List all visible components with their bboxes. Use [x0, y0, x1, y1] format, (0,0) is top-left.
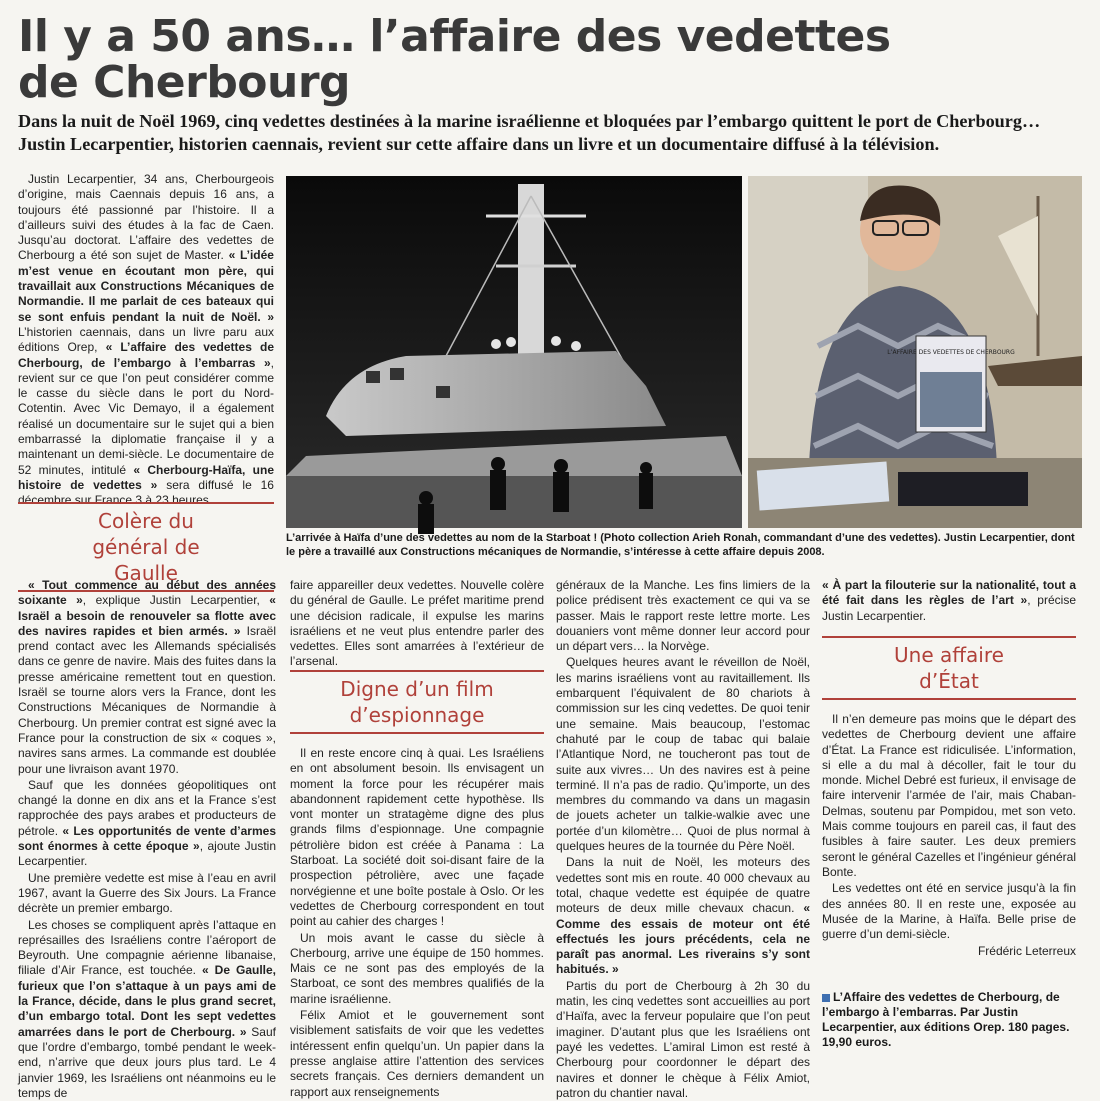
col2-paragraph-4: Félix Amiot et le gouvernement sont visiblement satisfaits de voir que les vedettes intéressent enfin quelqu’un. Un papier dans la presse anglaise attire l’attention des services secrets français. Ces derniers demandent un rapport aux renseignements	[290, 1008, 544, 1099]
col3-paragraph-3: Dans la nuit de Noël, les moteurs des vedettes sont mis en route. 40 000 chevaux au total, chaque vedette est équipée de quatre moteurs de deux mille chevaux chacun. « Comme des essais de moteur ont été effectués les jours précédents, cela ne paraît pas anormal. Les riverains s’y sont habitués. »	[556, 855, 810, 977]
article-lead: Dans la nuit de Noël 1969, cinq vedettes destinées à la marine israélienne et bloquées par l’embargo quittent le port de Cherbourg… Justin Lecarpentier, historien caennais, revient sur cette affaire dans un livre et un documentaire diffusé à la télévision.	[18, 111, 1041, 154]
photo-justin-lecarpentier	[748, 176, 1082, 528]
photo-boat-arrival	[286, 176, 742, 528]
intro-column	[18, 172, 274, 508]
title-line-1: Il y a 50 ans… l’affaire des vedettes	[18, 11, 891, 62]
col3-paragraph-4: Partis du port de Cherbourg à 2h 30 du matin, les cinq vedettes sont accueillies au port d’Haïfa, avec la ferveur populaire que l’on peut imaginer. D’autant plus que les Israéliens ont payé les vedettes. L’amiral Limon est resté à Cherbourg pour coordonner le départ des navires et donner le chèque à Félix Amiot, patron du chantier naval.	[556, 978, 810, 1100]
col3-paragraph-1: généraux de la Manche. Les fins limiers de la police prédisent très exactement ce qui va se passer. Mais le rapport reste lettre morte. Les douaniers vont même donner leur accord pour un départ vers… la Norvège.	[556, 578, 810, 654]
col2-paragraph-3: Un mois avant le casse du siècle à Cherbourg, arrive une équipe de 150 hommes. Mais ce ne sont pas des employés de la Starboat, ce sont des membres qualifiés de la marine israélienne.	[290, 930, 544, 1006]
column-4-top	[822, 578, 1076, 630]
col4-paragraph-1: « À part la filouterie sur la nationalité, tout a été fait dans les règles de l’art », précise Justin Lecarpentier.	[822, 578, 1076, 623]
subhead-3-text: Une affaire d’État	[894, 643, 1004, 693]
col1-paragraph-3: Une première vedette est mise à l’eau en avril 1967, avant la Guerre des Six Jours. La France décrète un premier embargo.	[18, 870, 276, 916]
subhead-digne-film-espionnage	[290, 670, 544, 734]
intro-paragraph: Justin Lecarpentier, 34 ans, Cherbourgeois d’origine, mais Caennais depuis 16 ans, a toujours été passionné par l’histoire. Il a d’ailleurs suivi des études à la fac de Caen. Jusqu’au doctorat. L’affaire des vedettes de Cherbourg a été son sujet de Master. « L’idée m’est venue en écoutant mon père, qui travaillait aux Constructions Mécaniques de Normandie. Il me parlait de ces bateaux qui se sont enfuis pendant la nuit de Noël. » L’historien caennais, dans un livre paru aux éditions Orep, « L’affaire des vedettes de Cherbourg, de l’embargo à l’embarras », revient sur ce que l’on peut considérer comme le casse du siècle dans le port du Nord-Cotentin. Avec Vic Demayo, il a également réalisé un documentaire sur le sujet qui a bien embarrassé la diplomatie française il y a maintenant un demi-siècle. Le documentaire de 52 minutes, intitulé « Cherbourg-Haïfa, une histoire de vedettes » sera diffusé le 16 décembre sur France 3 à 23 heures.	[18, 172, 274, 508]
col1-paragraph-1: « Tout commence au début des années soixante », explique Justin Lecarpentier, « Israël a besoin de renouveler sa flotte avec des navires rapides et bien armés. » Israël prend contact avec les Allemands spécialisés dans ce genre de navire. Mais des fuites dans la presse américaine remettent tout en question. Israël se tourne alors vers la France, dont les Constructions Mécaniques de Normandie à Cherbourg. Un premier contrat est signé avec la France pour la construction de six « coques », navires sans armes. La commande est doublée pour une livraison avant 1970.	[18, 578, 276, 776]
col4-paragraph-2: Il n’en demeure pas moins que le départ des vedettes de Cherbourg devient une affaire d’État. La France est ridiculisée. L’information, si elle a du mal à décoller, fait le tour du monde. Michel Debré est furieux, il envisage de faire intervenir l’armée de l’air, mais Chaban-Delmas, soutenu par Pompidou, met son veto. Mais comme toujours en pareil cas, il faut des fusibles à faire sauter. Les deux premiers seront le général Cazelles et l’ingénieur général Bonte.	[822, 712, 1076, 879]
col4-paragraph-3: Les vedettes ont été en service jusqu’à la fin des années 80. Il en reste une, exposée au Musée de la Marine, à Haïfa. Belle prise de guerre d’un demi-siècle.	[822, 881, 1076, 942]
portrait-illustration	[748, 176, 1082, 528]
column-3	[556, 578, 810, 1100]
column-1	[18, 578, 276, 1100]
column-4-bottom	[822, 712, 1076, 942]
col3-paragraph-2: Quelques heures avant le réveillon de Noël, les marins israéliens vont au ravitaillement. Ils embarquent l’équivalent de 80 chariots à commission sur les cinq vedettes. De quoi tenir une semaine. Mais beaucoup, l’estomac chahuté par le coup de tabac qui balaie l’Atlantique Nord, ne toucheront pas tout de suite aux vivres… Un des navires est à peine terminé. Il n’a pas de radio. Qu’importe, un des membres du commando va dans un magasin de jouets acheter un talkie-walkie avec une portée d’un kilomètre… Quoi de plus normal à quelques heures de la tournée du Père Noël.	[556, 655, 810, 854]
boat-photo-illustration	[286, 176, 742, 528]
subhead-2-text: Digne d’un film d’espionnage	[340, 677, 494, 727]
book-note	[822, 990, 1076, 1050]
author-signature: Frédéric Leterreux	[977, 944, 1076, 958]
article-title	[18, 11, 1078, 108]
col1-paragraph-2: Sauf que les données géopolitiques ont changé la donne en dix ans et la France s’est rapprochée des pays arabes et producteurs de pétrole. « Les opportunités de vente d’armes sont énormes à cette époque », ajoute Justin Lecarpentier.	[18, 777, 276, 869]
bullet-square-icon	[822, 994, 830, 1002]
column-2-top	[290, 578, 544, 669]
col1-paragraph-4: Les choses se compliquent après l’attaque en représailles des Israéliens contre l’aéroport de Beyrouth. Une compagnie aérienne libanaise, filiale d’Air France, est touchée. « De Gaulle, furieux que l’on s’attaque à un pays ami de la France, décide, dans le plus grand secret, d’un embargo total. Dont les sept vedettes amarrées dans le port de Cherbourg. » Sauf que l’ordre d’embargo, tombé pendant le week-end, n’arrive que deux jours plus tard. Le 4 janvier 1969, les Israéliens ont néanmoins eu le temps de	[18, 917, 276, 1100]
book-note-text: L’Affaire des vedettes de Cherbourg, de l’embargo à l’embarras. Par Justin Lecarpentier, aux éditions Orep. 180 pages. 19,90 euros.	[822, 990, 1070, 1049]
column-2-bottom	[290, 746, 544, 1099]
col2-paragraph-2: Il en reste encore cinq à quai. Les Israéliens en ont absolument besoin. Ils envisagent un moment la force pour les récupérer mais abandonnent rapidement cette hypothèse. Ils vont monter un stratagème digne des plus grands films d’espionnage. Une compagnie pétrolière bidon est créée à Panama : La Starboat. La société doit soi-disant faire de la prospection pétrolière, avec une façade norvégienne et une boîte postale à Oslo. Or les vedettes de Cherbourg correspondent en tout point au cahier des charges !	[290, 746, 544, 929]
book-cover-title: L’AFFAIRE DES VEDETTES DE CHERBOURG	[887, 349, 1015, 356]
subhead-1-text: Colère du général de Gaulle	[92, 509, 200, 585]
subhead-affaire-etat	[822, 636, 1076, 700]
title-line-2: de Cherbourg	[18, 57, 351, 108]
col2-paragraph-1: faire appareiller deux vedettes. Nouvelle colère du général de Gaulle. Le préfet maritime prend une décision radicale, il expulse les marins israéliens et ne veut plus entendre parler des vedettes. Elles sont amarrées à l’extérieur de l’arsenal.	[290, 578, 544, 669]
photo-caption: L’arrivée à Haïfa d’une des vedettes au nom de la Starboat ! (Photo collection Arieh Ronah, commandant d’une des vedettes). Justin Lecarpentier, dont le père a travaillé aux Constructions mécaniques de Normandie, s’intéresse à cette affaire depuis 2008.	[286, 532, 1075, 558]
